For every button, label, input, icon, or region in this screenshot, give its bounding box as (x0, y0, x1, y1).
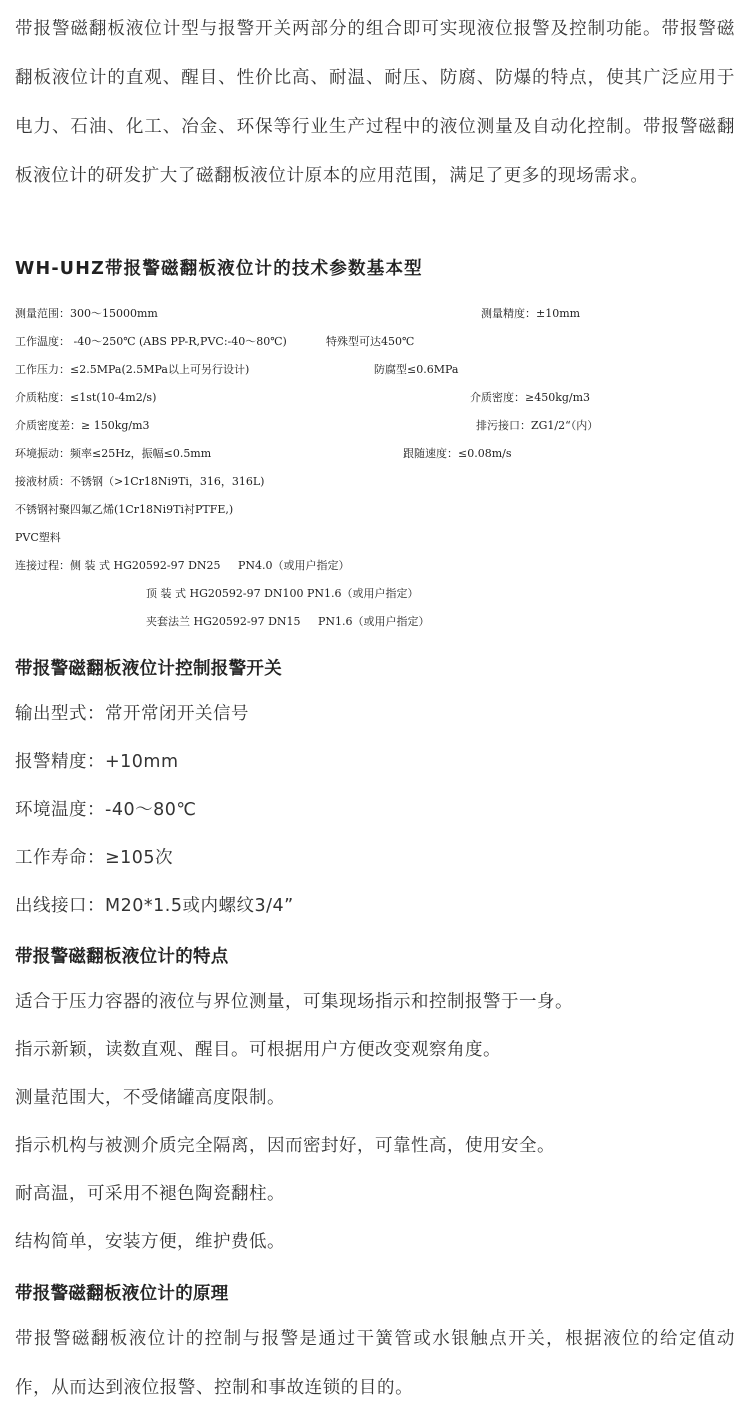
spec-row (15, 524, 735, 552)
spec-row (15, 552, 735, 580)
list-item: 测量范围大，不受储罐高度限制。 (15, 1088, 285, 1108)
spec-right: 特殊型可达450℃ (326, 335, 415, 348)
spec-row (15, 608, 735, 636)
alarm-switch-list (15, 690, 735, 930)
list-item: 报警精度：+10mm (15, 752, 179, 772)
spec-left: 接液材质：不锈钢（>1Cr18Ni9Ti，316，316L) (15, 475, 265, 488)
spec-left: 环境振动：频率≤25Hz，振幅≤0.5mm (15, 447, 212, 460)
features-heading: 带报警磁翻板液位计的特点 (15, 947, 229, 967)
spec-row (15, 468, 735, 496)
spec-left: 工作温度： -40～250℃ (ABS PP-R,PVC:-40～80℃) (15, 335, 287, 348)
spec-row (15, 356, 735, 384)
list-item: 输出型式：常开常闭开关信号 (15, 704, 249, 724)
list-item: 环境温度：-40～80℃ (15, 800, 197, 820)
spec-row (15, 440, 735, 468)
article (15, 0, 735, 1398)
spec-row (15, 496, 735, 524)
spec-left: 工作压力：≤2.5MPa(2.5MPa以上可另行设计) (15, 363, 250, 376)
spec-indented: 夹套法兰 HG20592-97 DN15 PN1.6（或用户指定） (146, 615, 430, 628)
principle-heading: 带报警磁翻板液位计的原理 (15, 1284, 229, 1304)
spec-left: 介质粘度：≤1st(10-4m2/s) (15, 391, 157, 404)
spec-row (15, 300, 735, 328)
tech-params-list (15, 300, 735, 636)
intro-paragraph: 带报警磁翻板液位计型与报警开关两部分的组合即可实现液位报警及控制功能。带报警磁翻板液位计的直观、醒目、性价比高、耐温、耐压、防腐、防爆的特点，使其广泛应用于电力、石油、化工、冶金、环保等行业生产过程中的液位测量及自动化控制。带报警磁翻板液位计的研发扩大了磁翻板液位计原本的应用范围，满足了更多的现场需求。 (15, 19, 735, 186)
list-item: 适合于压力容器的液位与界位测量，可集现场指示和控制报警于一身。 (15, 992, 573, 1012)
list-item: 结构简单，安装方便，维护费低。 (15, 1232, 285, 1252)
spec-row (15, 412, 735, 440)
list-item: 耐高温，可采用不褪色陶瓷翻柱。 (15, 1184, 285, 1204)
features-list (15, 978, 735, 1266)
spec-left: 连接过程：侧 装 式 HG20592-97 DN25 PN4.0（或用户指定） (15, 559, 350, 572)
spec-row (15, 328, 735, 356)
spec-left: PVC塑料 (15, 531, 61, 544)
list-item: 工作寿命：≥105次 (15, 848, 174, 868)
intro-section (15, 0, 735, 201)
spec-right: 防腐型≤0.6MPa (374, 363, 459, 376)
spec-left: 不锈钢衬聚四氟乙烯(1Cr18Ni9Ti衬PTFE,) (15, 503, 234, 516)
principle-section (15, 1315, 735, 1413)
tech-params-heading: WH-UHZ带报警磁翻板液位计的技术参数基本型 (15, 259, 423, 279)
list-item: 指示机构与被测介质完全隔离，因而密封好，可靠性高，使用安全。 (15, 1136, 555, 1156)
spec-right: 介质密度：≥450kg/m3 (470, 391, 591, 404)
spec-left: 介质密度差：≥ 150kg/m3 (15, 419, 150, 432)
spec-right: 跟随速度：≤0.08m/s (403, 447, 512, 460)
spec-row (15, 580, 735, 608)
spec-indented: 顶 装 式 HG20592-97 DN100 PN1.6（或用户指定） (146, 587, 419, 600)
spec-right: 测量精度：±10mm (481, 307, 581, 320)
spec-row (15, 384, 735, 412)
list-item: 出线接口：M20*1.5或内螺纹3/4” (15, 896, 294, 916)
principle-paragraph: 带报警磁翻板液位计的控制与报警是通过干簧管或水银触点开关，根据液位的给定值动作，从而达到液位报警、控制和事故连锁的目的。 (15, 1329, 735, 1398)
spec-left: 测量范围：300～15000mm (15, 307, 158, 320)
alarm-switch-heading: 带报警磁翻板液位计控制报警开关 (15, 659, 282, 679)
spec-right: 排污接口：ZG1/2“（内） (476, 419, 599, 432)
list-item: 指示新颖，读数直观、醒目。可根据用户方便改变观察角度。 (15, 1040, 501, 1060)
